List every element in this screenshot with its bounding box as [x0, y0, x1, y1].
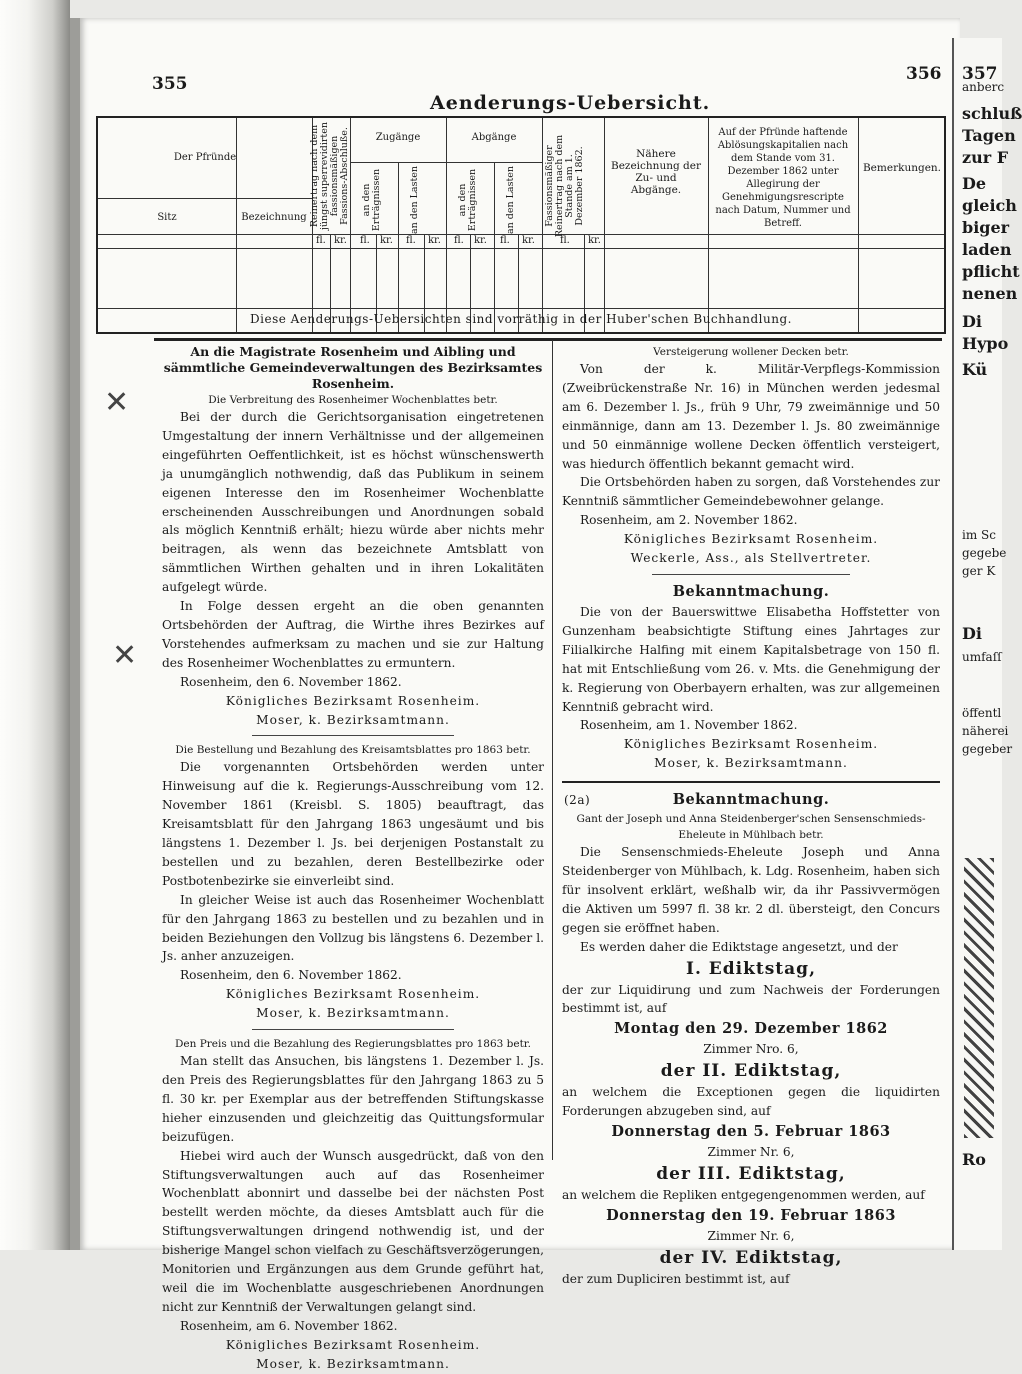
header-ab-lasten: an den Lasten — [505, 165, 516, 235]
notice-paragraph: Die Sensenschmieds-Eheleute Joseph und Anna Steidenberger von Mühlbach, k. Ldg. Rosenheim, haben sich für insolvent erklärt, weßhalb wir, da ihr Passivvermögen die Aktiven um 5997 fl. 38 kr. 2 dl. übersteigt, den Concurs gegen sie eröffnet haben. — [562, 845, 940, 935]
adjacent-text-fragment: öffentl — [962, 706, 1002, 720]
notice-date: Rosenheim, am 6. November 1862. — [180, 1318, 398, 1333]
adjacent-text-fragment: Di — [962, 312, 982, 331]
adjacent-text-fragment: ger K — [962, 564, 996, 578]
header-abgaenge: Abgänge — [471, 132, 517, 143]
right-column — [562, 344, 940, 1289]
notice-title-row — [562, 789, 940, 811]
notice-paragraph: Man stellt das Ansuchen, bis längstens 1. Dezember l. Js. den Preis des Regierungsblattes für den Jahrgang 1863 zu 5 fl. 30 kr. per Exemplar aus der betreffenden Stiftungskasse hieher einzusenden und gleichzeitig das Quittungsformular beizufügen. — [162, 1054, 544, 1144]
page-number-left: 355 — [152, 74, 188, 94]
notice-paragraph: In Folge dessen ergeht an die oben genannten Ortsbehörden der Auftrag, die Wirthe ihres Bezirkes auf Vorstehendes aufmerksam zu machen und sie zur Haltung des Rosenheimer Wochenblattes zu ermuntern. — [162, 599, 544, 670]
edikt-date: Donnerstag den 5. Februar 1863 — [611, 1123, 891, 1141]
notice-date: Rosenheim, den 6. November 1862. — [180, 674, 402, 689]
adjacent-text-fragment: Ro — [962, 1150, 986, 1169]
adjacent-text-fragment: pflicht — [962, 262, 1020, 281]
adjacent-text-fragment: Tagen — [962, 126, 1016, 145]
unit-kr: kr. — [334, 235, 347, 246]
notice-paragraph: Bei der durch die Gerichtsorganisation eingetretenen Umgestaltung der innern Verhältnisse und der allgemeinen eingeführten Oeffentlichkeit, ist es höchst wünschenswerth ja unumgänglich nothwendig, daß das Publikum in seinem eigenen Interesse den im Rosenheimer Wochenblatte erscheinenden Ausschreibungen und Anordnungen sobald als möglich Kenntniß erhält; hiezu würde aber nichts mehr beitragen, als wenn das bezeichnete Amtsblatt von sämmtlichen Wirthen gehalten und in ihren Lokalitäten aufgelegt würde. — [162, 410, 544, 595]
notice-ref: (2a) — [564, 793, 591, 808]
adjacent-text-fragment: gleich — [962, 196, 1017, 215]
separator — [252, 735, 454, 736]
notice-signature-office: Königliches Bezirksamt Rosenheim. — [623, 737, 879, 752]
edikt-date: Donnerstag den 19. Februar 1863 — [606, 1206, 896, 1224]
edikt-room: Zimmer Nr. 6, — [707, 1145, 795, 1160]
table-footer: Diese Aenderungs-Uebersichten sind vorräthig in der Huber'schen Buchhandlung. — [250, 312, 792, 326]
unit-kr: kr. — [474, 235, 487, 246]
header-zu-ertraegnisse: an den Erträgnissen — [361, 168, 382, 232]
separator — [652, 574, 850, 575]
unit-kr: kr. — [522, 235, 535, 246]
aenderungs-table — [96, 116, 946, 334]
unit-fl: fl. — [316, 235, 326, 246]
separator — [252, 1029, 454, 1030]
unit-kr: kr. — [380, 235, 393, 246]
notice-title: Bekanntmachung. — [672, 791, 830, 809]
notice-signature-name: Moser, k. Bezirksamtmann. — [256, 1356, 450, 1371]
adjacent-text-fragment: gegebe — [962, 546, 1007, 560]
header-sitz: Sitz — [157, 212, 177, 223]
notice-signature-name: Weckerle, Ass., als Stellvertreter. — [630, 551, 872, 566]
header-reinertrag: Reinertrag nach dem jüngst superrevidirten fassionsmäßigen Fassions-Abschluße. — [309, 122, 350, 231]
adjacent-text-fragment: anberc — [962, 80, 1005, 94]
adjacent-page — [952, 38, 1022, 1250]
adjacent-text-fragment: Hypo — [962, 334, 1009, 353]
handwritten-cross-mark: ✕ — [112, 638, 138, 673]
unit-fl: fl. — [500, 235, 510, 246]
adjacent-text-fragment: umfaſſ — [962, 650, 1002, 664]
adjacent-text-fragment: im Sc — [962, 528, 996, 542]
notice-subject: Gant der Joseph und Anna Steidenberger'schen Sensenschmieds-Eheleute in Mühlbach betr. — [576, 813, 926, 842]
unit-fl: fl. — [560, 235, 570, 246]
header-zugaenge: Zugänge — [375, 132, 421, 143]
edikt-text: der zur Liquidirung und zum Nachweis der Forderungen bestimmt ist, auf — [562, 982, 940, 1016]
notice-subject: Den Preis und die Bezahlung des Regierungsblattes pro 1863 betr. — [174, 1038, 532, 1051]
handwritten-cross-mark: ✕ — [104, 385, 130, 420]
unit-fl: fl. — [360, 235, 370, 246]
edikt-heading: der II. Ediktstag, — [660, 1061, 842, 1082]
notice-subject: Die Verbreitung des Rosenheimer Wochenblattes betr. — [208, 394, 498, 406]
notice-date: Rosenheim, am 1. November 1862. — [580, 718, 798, 733]
adjacent-text-fragment: näherei — [962, 724, 1009, 738]
adjacent-text-fragment: schluß — [962, 104, 1022, 123]
page-number-center: 356 — [906, 64, 942, 84]
book-edge — [0, 0, 70, 1250]
notice-paragraph: Die vorgenannten Ortsbehörden werden unter Hinweisung auf die k. Regierungs-Ausschreibung vom 12. November 1861 (Kreisbl. S. 1805) beauftragt, das Kreisamtsblatt für den Jahrgang 1863 ungesäumt und bis längstens 1. Dezember l. Js. bei derjenigen Postanstalt zu bestellen und zu bezahlen, deren Bestellbezirke oder Postbotenbezirke sie einverleibt sind. — [162, 760, 544, 888]
edikt-text: an welchem die Exceptionen gegen die liquidirten Forderungen abzugeben sind, auf — [562, 1085, 940, 1119]
page-number-right: 357 — [962, 64, 998, 84]
unit-kr: kr. — [588, 235, 601, 246]
notice-paragraph: Die von der Bauerswittwe Elisabetha Hoffstetter von Gunzenham beabsichtigte Stiftung eines Jahrtages zur Filialkirche Halfing mit einem Kapitalsbetrage von 150 fl. hat mit Entschließung vom 26. v. Mts. die Genehmigung der k. Regierung von Oberbayern erhalten, was zur allgemeinen Kenntniß gebracht wird. — [562, 604, 940, 714]
edikt-room: Zimmer Nr. 6, — [707, 1228, 795, 1243]
section-rule — [562, 781, 940, 783]
notice-paragraph: Die Ortsbehörden haben zu sorgen, daß Vorstehendes zur Kenntniß sämmtlicher Gemeindebewohner gelange. — [562, 475, 940, 509]
edikt-text: an welchem die Repliken entgegengenommen werden, auf — [562, 1188, 925, 1202]
notice-signature-name: Moser, k. Bezirksamtmann. — [256, 1006, 450, 1021]
adjacent-text-fragment: Di — [962, 624, 982, 643]
left-column — [162, 344, 544, 1374]
adjacent-text-fragment: nenen — [962, 284, 1018, 303]
edikt-heading: I. Ediktstag, — [686, 958, 816, 979]
ornament-border — [964, 858, 994, 1138]
notice-paragraph: Von der k. Militär-Verpflegs-Kommission (Zweibrückenstraße Nr. 16) in München werden jedesmal am 6. Dezember l. Js., früh 9 Uhr, 79 zweimännige und 50 einmännige, dann am 13. Dezember l. Js. 80 zweimännige und 50 einmännige wollene Decken öffentlich versteigert, was hiedurch öffentlich bekannt gemacht wird. — [562, 362, 940, 471]
unit-kr: kr. — [428, 235, 441, 246]
header-fassionsmaessiger: Fassionsmäßiger Reinertrag nach dem Stande am 1. Dezember 1862. — [544, 134, 585, 238]
header-bezeichnung: Bezeichnung — [241, 212, 307, 223]
header-zu-lasten: an den Lasten — [409, 165, 420, 235]
adjacent-text-fragment: biger — [962, 218, 1010, 237]
notice-signature-office: Königliches Bezirksamt Rosenheim. — [623, 532, 879, 547]
section-rule — [154, 338, 942, 341]
notice-signature-office: Königliches Bezirksamt Rosenheim. — [225, 987, 481, 1002]
notice-signature-office: Königliches Bezirksamt Rosenheim. — [225, 693, 481, 708]
notice-paragraph: Es werden daher die Ediktstage angesetzt, und der — [580, 939, 898, 954]
column-divider — [552, 340, 553, 1160]
adjacent-text-fragment: laden — [962, 240, 1012, 259]
notice-signature-name: Moser, k. Bezirksamtmann. — [256, 712, 450, 727]
header-ab-ertraegnisse: an den Erträgnissen — [457, 168, 478, 232]
notice-signature-name: Moser, k. Bezirksamtmann. — [654, 756, 848, 771]
edikt-date: Montag den 29. Dezember 1862 — [614, 1020, 888, 1038]
adjacent-text-fragment: gegeber — [962, 742, 1013, 756]
notice-date: Rosenheim, den 6. November 1862. — [180, 968, 402, 983]
notice-date: Rosenheim, am 2. November 1862. — [580, 513, 798, 528]
adjacent-text-fragment: zur F — [962, 148, 1009, 167]
table-title: Aenderungs-Uebersicht. — [430, 92, 711, 114]
adjacent-text-fragment: Kü — [962, 360, 988, 379]
notice-subject: Die Bestellung und Bezahlung des Kreisamtsblattes pro 1863 betr. — [175, 744, 531, 757]
notice-paragraph: Hiebei wird auch der Wunsch ausgedrückt, daß von den Stiftungsverwaltungen auch auf das Rosenheimer Wochenblatt abonnirt und dasselbe bei der nächsten Post bestellt werden möchte, da dieses Amtsblatt auch für die Stiftungsverwaltungen dringend nothwendig ist, und der bisherige Mangel schon vielfach zu Geschäftsverzögerungen, Monitorien und Ergänzungen aus dem Grunde geführt hat, weil die im Wochenblatte ausgeschriebenen Anordnungen nicht zur Kenntniß der Verwaltungen gelangt sind. — [162, 1148, 544, 1314]
edikt-room: Zimmer Nro. 6, — [703, 1042, 799, 1057]
header-pfruende: Der Pfründe — [173, 152, 237, 163]
header-naehere: Nähere Bezeichnung der Zu- und Abgänge. — [611, 148, 701, 197]
header-ablaesungs: Auf der Pfründe haftende Ablösungskapitalien nach dem Stande vom 31. Dezember 1862 unter Allegirung der Genehmigungsrescripte nach Datum, Nummer und Betreff. — [715, 127, 851, 229]
unit-fl: fl. — [406, 235, 416, 246]
notice-subject: Versteigerung wollener Decken betr. — [653, 346, 849, 358]
notice-paragraph: In gleicher Weise ist auch das Rosenheimer Wochenblatt für den Jahrgang 1863 zu bestellen und zu bezahlen und in beiden Beziehungen den Vollzug bis längstens 6. Dezember l. Js. anher anzuzeigen. — [162, 892, 544, 964]
edikt-heading: der IV. Ediktstag, — [659, 1247, 843, 1268]
left-heading: An die Magistrate Rosenheim und Aibling und sämmtliche Gemeindeverwaltungen des Bezirksamtes Rosenheim. — [163, 344, 543, 391]
edikt-text: der zum Dupliciren bestimmt ist, auf — [562, 1271, 790, 1286]
notice-title: Bekanntmachung. — [672, 582, 830, 600]
header-bemerkungen: Bemerkungen. — [862, 162, 942, 174]
adjacent-text-fragment: De — [962, 174, 987, 193]
unit-fl: fl. — [454, 235, 464, 246]
edikt-heading: der III. Ediktstag, — [656, 1164, 846, 1184]
notice-signature-office: Königliches Bezirksamt Rosenheim. — [225, 1337, 481, 1352]
